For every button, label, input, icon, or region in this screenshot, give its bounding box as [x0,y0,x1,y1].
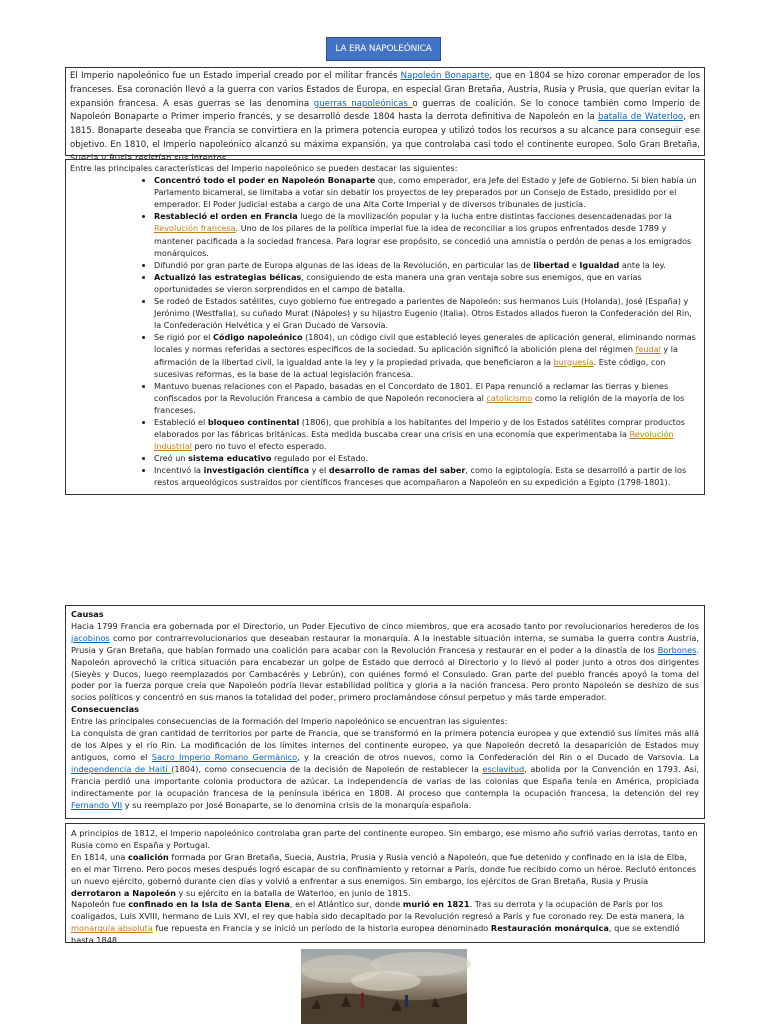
text-run: , abolida por la Convención en 1793. Así, Francia perdió una importante colonia productora de azúcar. La independencia de varias de las colonias que España tenía en América, propiciada indirectamente por la ocupación francesa de la península ibérica en 1808. Al proceso que contempla la ocupación francesa, la detención del rey [71,763,699,798]
text-run: . Uno de los pilares de la política imperial fue la idea de reconciliar a los grupos enfrentados desde 1789 y mantener pacificada a la sociedad francesa. Para lograr ese propósito, se concedió una amnistía o perdón de penas a los emigrados monárquicos. [154,223,692,258]
text-run: Hacia 1799 Francia era gobernada por el Directorio, un Poder Ejecutivo de cinco miembros, que era acosado tanto por revolucionarios herederos de los [71,620,699,631]
text-run: Napoleón fue [71,899,129,910]
feature-item [154,295,700,331]
text-run: y su reemplazo por José Bonaparte, se lo denomina crisis de la monarquía española. [122,799,472,810]
bold-text: libertad [533,259,570,270]
causes-paragraph [71,621,699,704]
link-text[interactable]: Sacro Imperio Romano Germánico [151,751,298,762]
feature-item [154,271,700,295]
consequences-intro: Entre las principales consecuencias de la formación del Imperio napoleónico se encuentran las siguientes: [71,716,508,727]
text-run: luego de la movilización popular y la lucha entre distintas facciones desencadenadas por la [297,211,672,222]
link-text[interactable]: monarquía absoluta [71,923,153,934]
text-run: o guerras de coalición. Se lo conoce también como Imperio de Napoleón Bonaparte o Primer imperio francés, y se desarrolló desde 1804 hasta la derrota definitiva de Napoleón en la [70,98,701,123]
link-text[interactable]: Revolución Industrial [154,429,674,452]
text-run: (1804), un código civil que estableció leyes generales de aplicación general, eliminando normas locales y normas referidas a sectores específicos de la sociedad. Su aplicación significó la abolición plena del régimen [154,332,696,355]
text-run: , en el Atlántico sur, donde [289,899,403,910]
link-text[interactable]: burguesía [553,356,594,367]
feature-item [154,452,700,464]
text-run: formada por Gran Bretaña, Suecia, Austria, Prusia y Rusia venció a Napoleón, que fue detenido y confinado en la isla de Elba, en el mar Tirreno. Pero pocos meses después logró escapar de su confinamiento y retornar a París, donde fue recibido como un héroe. Reclutó entonces un nuevo ejército, gobernó durante cien días y volvió a enfrentar a sus enemigos. Sin embargo, los ejércitos de Gran Bretaña, Rusia y Prusia [71,851,697,886]
causes-heading: Causas [71,609,104,619]
feature-item [154,416,700,452]
text-run: y su ejército en la batalla de Waterloo, en junio de 1815. [175,887,411,898]
text-run: , en 1815. Bonaparte deseaba que Francia se convirtiera en la primera potencia europea y utilizó todos los recursos a su alcance para conseguir ese objetivo. En 1810, el Imperio napoleónico alcanzó su máxima expansión, ya que controlaba casi todo el continente europeo. Solo Gran Bretaña, [70,112,700,150]
text-run: e [569,259,580,270]
text-run: (1806), que prohibía a los habitantes del Imperio y de los Estados satélites comprar productos elaborados por las fábricas británicas. Esta medida buscaba crear una crisis en una economía que experimentaba la [154,416,685,440]
fall-paragraph-1 [71,828,699,852]
text-run: Mantuvo buenas relaciones con el Papado, basadas en el Concordato de 1801. El Papa renunció a reclamar las tierras y bienes confiscados por la Revolución Francesa a cambio de que Napoleón reconociera al [154,380,669,403]
bold-text: Código napoleónico [212,332,303,343]
intro-paragraph [70,70,700,167]
consequences-paragraph [71,728,699,811]
link-text[interactable]: Napoleón Bonaparte [400,71,490,81]
bold-text: confinado en la Isla de Santa Elena [128,899,290,910]
bold-text: Restauración monárquica [490,923,609,934]
text-run: pero no tuvo el efecto esperado. [191,441,327,452]
fall-box [65,823,705,946]
bold-text: investigación científica [203,465,310,476]
text-run: como la religión de la mayoría de los franceses. [154,392,685,415]
link-text[interactable]: independencia de Haití [71,763,172,774]
bold-text: Concentró todo el poder en Napoleón Bonaparte [154,175,376,186]
bold-text: Actualizó las estrategias bélicas [154,271,302,282]
bold-text: murió en 1821 [402,899,470,910]
feature-item [154,331,700,379]
link-text[interactable]: feudal [635,344,661,355]
text-run: ante la ley. [619,259,666,270]
bold-text: sistema educativo [188,453,272,464]
link-text[interactable]: jacobinos [71,632,110,643]
bold-text: coalición [128,851,169,862]
text-run: Estableció el [154,416,208,427]
feature-item [154,259,700,271]
bold-text: Restableció el orden en Francia [154,211,298,222]
text-run: regulado por el Estado. [271,453,369,464]
text-run: Difundió por gran parte de Europa algunas de las ideas de la Revolución, en particular las de [154,259,534,270]
fall-paragraph-2 [71,852,699,900]
text-run: como por contrarrevolucionarios que deseaban restaurar la monarquía. A la inestable situación interna, se sumaba la guerra contra Austria, Prusia y Gran Bretaña, que habían formado una coalición para acabar con la Revolución Francesa y restaurar en el poder a la dinastía de los [71,632,699,655]
battle-painting-image [301,949,467,1024]
text-run: , y la creación de otros nuevos, como la Confederación del Rin o el Ducado de Varsovia. La [297,751,699,762]
text-run: Incentivó la [154,465,204,476]
text-run: (1804), como consecuencia de la decisión de Napoleón de restablecer la [171,763,483,774]
link-text[interactable]: Fernando VII [71,799,123,810]
text-run: En 1814, una [71,851,129,862]
fall-paragraph-3 [71,899,699,947]
text-run: , consiguiendo de esta manera una gran ventaja sobre sus enemigos, que en varias oportunidades se vieron sorprendidos en el campo de batalla. [154,271,642,294]
text-run: Creó un [154,453,189,464]
text-run: fue repuesta en Francia y se inició un período de la historia europea denominado [152,923,491,934]
bold-text: desarrollo de ramas del saber [328,465,466,476]
features-intro: Entre las principales características del Imperio napoleónico se pueden destacar las siguientes: [70,163,458,173]
link-text[interactable]: Borbones [657,644,697,655]
link-text[interactable]: esclavitud [482,763,525,774]
causes-consequences-box [65,605,705,819]
text-run: , como la egiptología. Esta se desarrolló a partir de los restos arqueológicos sustraídos por científicos franceses que acompañaron a Napoleón en su expedición a Egipto (1798-1801). [154,465,687,488]
text-run: y el [309,465,329,476]
feature-item [154,464,700,488]
feature-item [154,210,700,258]
feature-item [154,174,700,210]
features-box [65,159,705,495]
text-run: que, como emperador, era Jefe del Estado y Jefe de Gobierno. Si bien había un Parlamento bicameral, se limitaba a votar sin debatir los proyectos de ley preparados por un Consejo de Estado, presidido por el emperador. El Poder Judicial estaba a cargo de una Alta Corte Imperial y de diversos tribunales de justicia. [154,175,697,210]
features-list [70,174,700,488]
feature-item [154,380,700,416]
bold-text: Igualdad [579,259,620,270]
text-run: , que se extendió hasta 1848. [71,923,680,946]
text-run: La conquista de gran cantidad de territorios por parte de Francia, que se transformó en la primera potencia europea y que extendió sus límites más allá de los Alpes y el río Rin. La modificación de los límites internos del continente europeo, ya que Napoleón decretó la desaparición de Estados muy antiguos, como el [71,728,699,762]
text-run: El Imperio napoleónico fue un Estado imperial creado por el militar francés [70,71,401,81]
text-run: Se rigió por el [154,332,213,343]
intro-box [65,67,705,156]
text-run: y la afirmación de la libertad civil, la igualdad ante la ley y la propiedad privada, que beneficiaron a la [154,344,678,367]
text-run: . Napoleón aprovechó la crítica situación para encabezar un golpe de Estado que derrocó al Directorio y lo llevó al poder junto a otros dos dirigentes (Sieyès y Ducos, luego reemplazados por Cambacérès y Lebrún), con quiénes formó el Consulado. Gran parte del pueblo francés apoyó la toma del poder por la fuerza porque creía que Napoleón podría llevar estabilidad política y gloria a la nación francesa. Pero pronto Napoleón se deshizo de sus socios políticos y concentró en sus manos la totalidad del poder, primero proclamándose cónsul perpetuo y más tarde emperador. [71,644,699,703]
link-text[interactable]: batalla de Waterloo [597,112,684,123]
text-run: . Este código, con sucesivas reformas, es la base de la actual legislación francesa. [154,356,666,379]
text-run: A principios de 1812, el Imperio napoleónico controlaba gran parte del continente europeo. Sin embargo, ese mismo año sufrió varias derrotas, tanto en Rusia como en España y Portugal. [71,828,698,850]
text-run: . Tras su derrota y la ocupación de París por los coaligados, Luis XVIII, hermano de Luis XVI, el rey que había sido decapitado por la Revolución regresó a París y fue coronado rey. De esta manera, la [71,899,685,922]
text-run: , que en 1804 se hizo coronar emperador de los franceses. Esa coronación llevó a la guerra con varios Estados de Europa, en especial Gran Bretaña, Austria, Rusia y Prusia, que querían evitar la expansión francesa. A esas guerras se las denomina [70,71,701,109]
text-run: Se rodeó de Estados satélites, cuyo gobierno fue entregado a parientes de Napoleón: sus hermanos Luis (Holanda), José (España) y Jerónimo (Westfalia), su cuñado Murat (Nápoles) y su hijastro Eugenio (Italia). Otros Estados aliados fueron la Confederación del Rin, la Confederación Helvética y el Gran Ducado de Varsovia. [154,296,692,331]
link-text[interactable]: catolicismo [486,392,533,403]
page-title: LA ERA NAPOLEÓNICA [326,37,441,61]
bold-text: bloqueo continental [207,416,300,427]
link-text[interactable]: guerras napoleónicas [313,98,413,109]
consequences-heading: Consecuencias [71,704,140,715]
bold-text: derrotaron a Napoleón [71,887,176,898]
link-text[interactable]: Revolución francesa [154,223,236,234]
